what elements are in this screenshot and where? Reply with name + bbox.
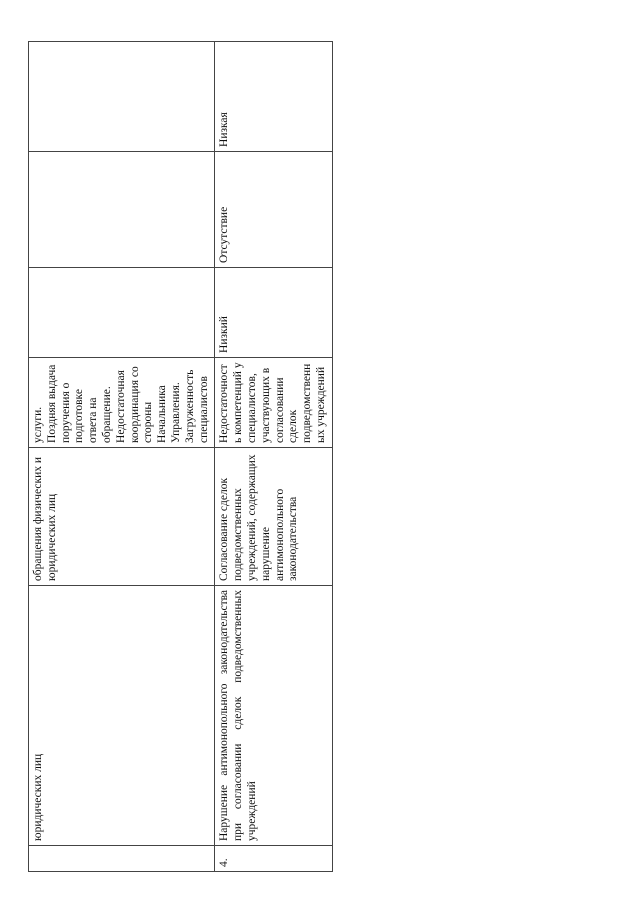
process-cell: обращения физических и юридических лиц [29, 447, 215, 585]
risk-table [28, 41, 333, 872]
rotated-table-container [28, 42, 327, 872]
risk-description-cell: юридических лиц [29, 585, 215, 845]
consequences-cell [29, 151, 215, 267]
risk-level-cell [29, 41, 215, 151]
probability-cell [29, 267, 215, 357]
causes-cell: услуги. Поздняя выдача поручения о подготовке ответа на обращение. Недостаточная координация со стороны Начальника Управления. Загруженность специалистов [29, 357, 215, 447]
probability-cell: Низкий [215, 267, 332, 357]
risk-level-cell: Низкая [215, 41, 332, 151]
process-cell: Согласование сделок подведомственных учреждений, содержащих нарушение антимонопольного законодательства [215, 447, 332, 585]
risk-description-cell: Нарушение антимонопольного законодательства при согласовании сделок подведомственных учреждений [215, 585, 332, 845]
row-number-cell: 4. [215, 846, 332, 872]
table-row-4 [215, 41, 332, 871]
row-number-cell [29, 846, 215, 872]
table-row-continued [29, 41, 215, 871]
causes-cell: Недостаточность компетенций у специалистов, участвующих в согласовании сделок подведомственных учреждений [215, 357, 332, 447]
consequences-cell: Отсутствие [215, 151, 332, 267]
